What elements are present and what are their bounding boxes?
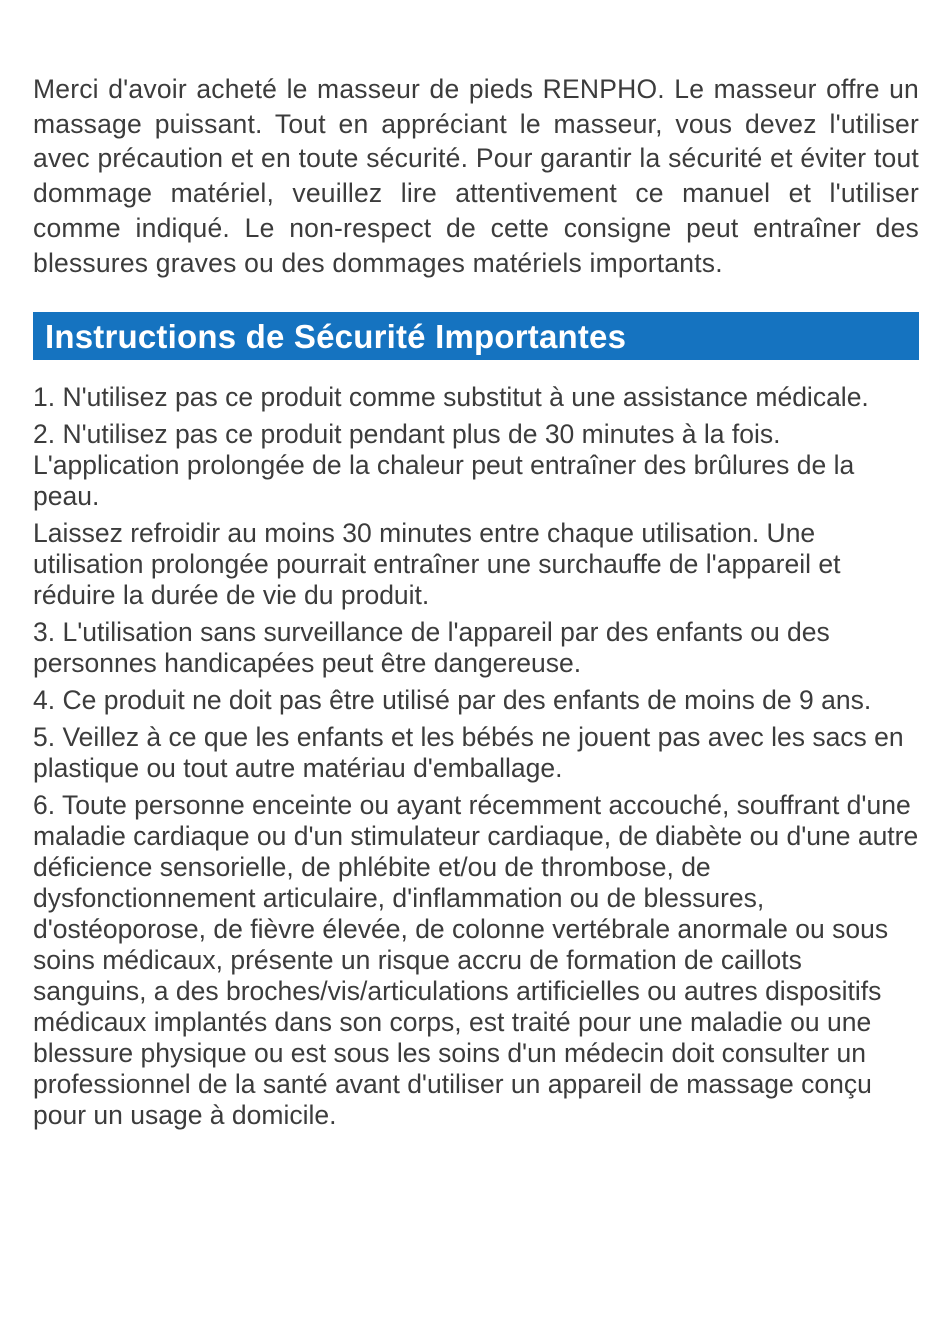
safety-instruction-4: 4. Ce produit ne doit pas être utilisé par des enfants de moins de 9 ans. — [33, 685, 872, 716]
manual-page — [33, 72, 919, 1137]
safety-instruction-1: 1. N'utilisez pas ce produit comme substitut à une assistance médicale. — [33, 382, 869, 413]
intro-paragraph: Merci d'avoir acheté le masseur de pieds RENPHO. Le masseur offre un massage puissant. Tout en appréciant le masseur, vous devez l'utiliser avec précaution et en toute sécurité. Pour garantir la sécurité et éviter tout dommage matériel, veuillez lire attentivement ce manuel et l'utiliser comme indiqué. Le non-respect de cette consigne peut entraîner des blessures graves ou des dommages matériels importants. — [33, 74, 919, 278]
safety-instructions-list — [33, 382, 919, 1131]
section-heading-bar — [33, 312, 919, 360]
safety-instruction-6: 6. Toute personne enceinte ou ayant récemment accouché, souffrant d'une maladie cardiaque ou d'un stimulateur cardiaque, de diabète ou d'une autre déficience sensorielle, de phlébite et/ou de thrombose, de dysfonctionnement articulaire, d'inflammation ou de blessures, d'ostéoporose, de fièvre élevée, de colonne vertébrale anormale ou sous soins médicaux, présente un risque accru de formation de caillots sanguins, a des broches/vis/articulations artificielles ou autres dispositifs médicaux implantés dans son corps, est traité pour une maladie ou une blessure physique ou est sous les soins d'un médecin doit consulter un professionnel de la santé avant d'utiliser un appareil de massage conçu pour un usage à domicile. — [33, 790, 919, 1131]
safety-instruction-3: 3. L'utilisation sans surveillance de l'appareil par des enfants ou des personnes handicapées peut être dangereuse. — [33, 617, 830, 679]
safety-instruction-5: 5. Veillez à ce que les enfants et les bébés ne jouent pas avec les sacs en plastique ou tout autre matériau d'emballage. — [33, 722, 904, 784]
safety-instruction-2: 2. N'utilisez pas ce produit pendant plus de 30 minutes à la fois. L'application prolongée de la chaleur peut entraîner des brûlures de la peau. — [33, 419, 855, 512]
safety-instruction-2-continued: Laissez refroidir au moins 30 minutes entre chaque utilisation. Une utilisation prolongée pourrait entraîner une surchauffe de l'appareil et réduire la durée de vie du produit. — [33, 518, 841, 611]
section-title: Instructions de Sécurité Importantes — [45, 317, 627, 355]
